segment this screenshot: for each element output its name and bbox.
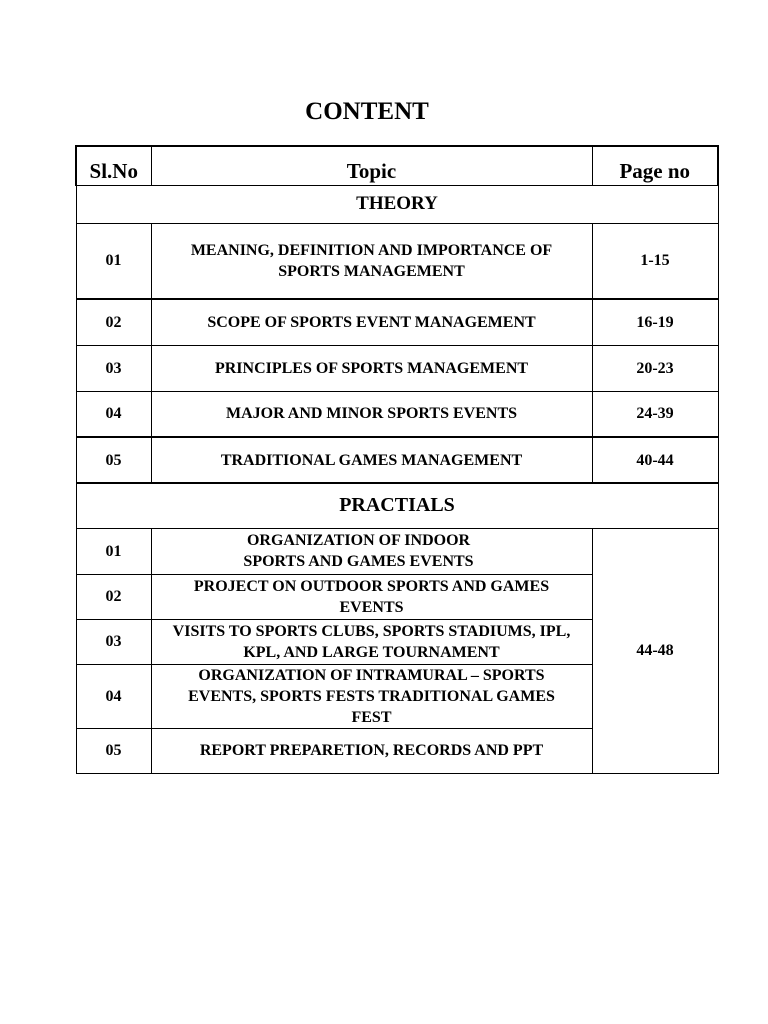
section-label-practicals: PRACTIALS <box>76 483 718 528</box>
row-topic: TRADITIONAL GAMES MANAGEMENT <box>151 437 592 483</box>
section-row-theory <box>76 185 718 223</box>
contents-table <box>75 145 719 774</box>
header-sl-no: Sl.No <box>76 146 151 185</box>
header-page-no: Page no <box>592 146 718 185</box>
row-pages: 24-39 <box>592 391 718 437</box>
row-pages: 1-15 <box>592 223 718 299</box>
row-number: 05 <box>76 437 151 483</box>
section-row-practicals <box>76 483 718 528</box>
row-topic: MAJOR AND MINOR SPORTS EVENTS <box>151 391 592 437</box>
row-pages: 20-23 <box>592 345 718 391</box>
row-pages: 16-19 <box>592 299 718 345</box>
practicals-pages: 44-48 <box>592 528 718 773</box>
row-number: 02 <box>76 574 151 619</box>
row-topic: VISITS TO SPORTS CLUBS, SPORTS STADIUMS, IPL, KPL, AND LARGE TOURNAMENT <box>151 619 592 664</box>
table-row <box>76 223 718 299</box>
section-label-theory: THEORY <box>76 185 718 223</box>
row-number: 03 <box>76 619 151 664</box>
row-topic: SCOPE OF SPORTS EVENT MANAGEMENT <box>151 299 592 345</box>
table-row <box>76 299 718 345</box>
table-header-row <box>76 146 718 185</box>
row-number: 04 <box>76 391 151 437</box>
row-topic: ORGANIZATION OF INTRAMURAL – SPORTS EVENTS, SPORTS FESTS TRADITIONAL GAMES FEST <box>151 664 592 728</box>
row-number: 01 <box>76 223 151 299</box>
table-row <box>76 437 718 483</box>
row-topic: PRINCIPLES OF SPORTS MANAGEMENT <box>151 345 592 391</box>
row-topic: MEANING, DEFINITION AND IMPORTANCE OF SPORTS MANAGEMENT <box>151 223 592 299</box>
row-topic: REPORT PREPARETION, RECORDS AND PPT <box>151 728 592 773</box>
table-row <box>76 528 718 574</box>
row-number: 01 <box>76 528 151 574</box>
row-number: 04 <box>76 664 151 728</box>
row-topic: PROJECT ON OUTDOOR SPORTS AND GAMES EVENTS <box>151 574 592 619</box>
row-number: 05 <box>76 728 151 773</box>
table-row <box>76 391 718 437</box>
row-number: 02 <box>76 299 151 345</box>
page-title: CONTENT <box>305 98 429 125</box>
row-topic: ORGANIZATION OF INDOOR SPORTS AND GAMES EVENTS <box>151 528 592 574</box>
row-pages: 40-44 <box>592 437 718 483</box>
row-number: 03 <box>76 345 151 391</box>
header-topic: Topic <box>151 146 592 185</box>
table-row <box>76 345 718 391</box>
